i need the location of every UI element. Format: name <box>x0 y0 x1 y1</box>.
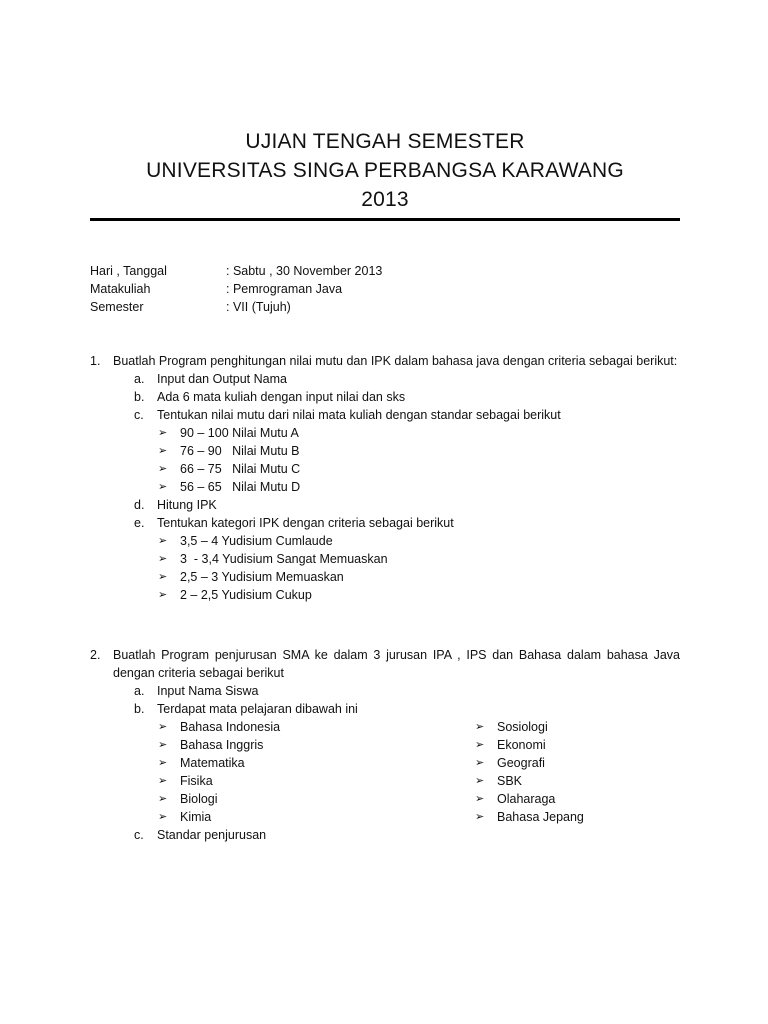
arrow-bullet-icon: ➢ <box>475 721 485 733</box>
sub-text: Tentukan nilai mutu dari nilai mata kuliah dengan standar sebagai berikut <box>157 408 561 422</box>
arrow-bullet-icon: ➢ <box>158 721 168 733</box>
arrow-bullet-icon: ➢ <box>158 775 168 787</box>
sub-text: Input Nama Siswa <box>157 684 259 698</box>
bullet-text: 3 - 3,4 Yudisium Sangat Memuaskan <box>180 552 388 566</box>
title-block <box>90 127 680 214</box>
sub-item-a <box>134 682 680 700</box>
info-value: : VII (Tujuh) <box>226 300 291 314</box>
bullet-text: 2,5 – 3 Yudisium Memuaskan <box>180 570 344 584</box>
sub-letter: b. <box>134 702 145 716</box>
sub-letter: a. <box>134 372 145 386</box>
bullet-item <box>158 568 680 586</box>
title-line-2: UNIVERSITAS SINGA PERBANGSA KARAWANG <box>146 159 624 182</box>
subject-text: Matematika <box>180 756 245 770</box>
subject-text: Olaharaga <box>497 792 556 806</box>
subject-text: Kimia <box>180 810 212 824</box>
info-row-semester <box>90 298 490 316</box>
arrow-bullet-icon: ➢ <box>158 535 168 547</box>
arrow-bullet-icon: ➢ <box>158 481 168 493</box>
arrow-bullet-icon: ➢ <box>475 793 485 805</box>
sub-letter: d. <box>134 498 145 512</box>
info-row-course <box>90 280 490 298</box>
sub-letter: a. <box>134 684 145 698</box>
subject-text: Fisika <box>180 774 213 788</box>
question-1 <box>90 352 680 604</box>
arrow-bullet-icon: ➢ <box>158 427 168 439</box>
sub-text: Terdapat mata pelajaran dibawah ini <box>157 702 358 716</box>
subject-text: Bahasa Indonesia <box>180 720 281 734</box>
sub-item-c <box>134 406 680 424</box>
title-line-1: UJIAN TENGAH SEMESTER <box>245 130 525 153</box>
subject-columns <box>90 718 680 826</box>
sub-letter: c. <box>134 828 144 842</box>
arrow-bullet-icon: ➢ <box>158 793 168 805</box>
subject-text: Bahasa Inggris <box>180 738 264 752</box>
arrow-bullet-icon: ➢ <box>158 589 168 601</box>
bullet-text: 90 – 100 Nilai Mutu A <box>180 426 299 440</box>
info-label: Matakuliah <box>90 282 151 296</box>
info-label: Semester <box>90 300 144 314</box>
question-2 <box>90 646 680 844</box>
subject-text: Geografi <box>497 756 545 770</box>
info-row-date <box>90 262 490 280</box>
title-divider <box>90 218 680 221</box>
bullet-item <box>158 550 680 568</box>
sub-text: Ada 6 mata kuliah dengan input nilai dan sks <box>157 390 406 404</box>
sub-item-b <box>134 700 680 718</box>
info-value: : Pemrograman Java <box>226 282 343 296</box>
arrow-bullet-icon: ➢ <box>475 775 485 787</box>
bullet-item <box>158 424 680 442</box>
arrow-bullet-icon: ➢ <box>475 757 485 769</box>
subject-text: Ekonomi <box>497 738 546 752</box>
exam-info <box>90 262 490 316</box>
sub-item-e <box>134 514 680 532</box>
bullet-text: 76 – 90 Nilai Mutu B <box>180 444 300 458</box>
title-line-3: 2013 <box>361 188 409 211</box>
bullet-item <box>158 478 680 496</box>
question-text: Buatlah Program penghitungan nilai mutu dan IPK dalam bahasa java dengan criteria sebagai berikut: <box>113 354 678 368</box>
arrow-bullet-icon: ➢ <box>158 757 168 769</box>
arrow-bullet-icon: ➢ <box>158 571 168 583</box>
sub-item-d <box>134 496 680 514</box>
subject-text: Biologi <box>180 792 218 806</box>
bullet-item <box>158 586 680 604</box>
sub-letter: c. <box>134 408 144 422</box>
arrow-bullet-icon: ➢ <box>158 463 168 475</box>
sub-text: Hitung IPK <box>157 498 217 512</box>
info-value: : Sabtu , 30 November 2013 <box>226 264 383 278</box>
sub-text: Standar penjurusan <box>157 828 267 842</box>
sub-item-b <box>134 388 680 406</box>
arrow-bullet-icon: ➢ <box>475 739 485 751</box>
bullet-item <box>158 442 680 460</box>
bullet-text: 66 – 75 Nilai Mutu C <box>180 462 301 476</box>
sub-text: Input dan Output Nama <box>157 372 287 386</box>
bullet-item <box>158 460 680 478</box>
arrow-bullet-icon: ➢ <box>475 811 485 823</box>
bullet-text: 56 – 65 Nilai Mutu D <box>180 480 301 494</box>
arrow-bullet-icon: ➢ <box>158 553 168 565</box>
sub-item-c <box>134 826 680 844</box>
info-label: Hari , Tanggal <box>90 264 167 278</box>
arrow-bullet-icon: ➢ <box>158 811 168 823</box>
bullet-text: 3,5 – 4 Yudisium Cumlaude <box>180 534 333 548</box>
subject-text: Bahasa Jepang <box>497 810 584 824</box>
sub-item-a <box>134 370 680 388</box>
question-number: 1. <box>90 354 101 368</box>
subject-text: SBK <box>497 774 523 788</box>
bullet-text: 2 – 2,5 Yudisium Cukup <box>180 588 312 602</box>
sub-text: Tentukan kategori IPK dengan criteria sebagai berikut <box>157 516 454 530</box>
sub-letter: b. <box>134 390 145 404</box>
bullet-item <box>158 532 680 550</box>
question-number: 2. <box>90 648 101 662</box>
sub-letter: e. <box>134 516 145 530</box>
question-text: Buatlah Program penjurusan SMA ke dalam 3 jurusan IPA , IPS dan Bahasa dalam bahasa Java dengan criteria sebagai berikut <box>113 648 680 680</box>
subject-text: Sosiologi <box>497 720 548 734</box>
arrow-bullet-icon: ➢ <box>158 739 168 751</box>
arrow-bullet-icon: ➢ <box>158 445 168 457</box>
